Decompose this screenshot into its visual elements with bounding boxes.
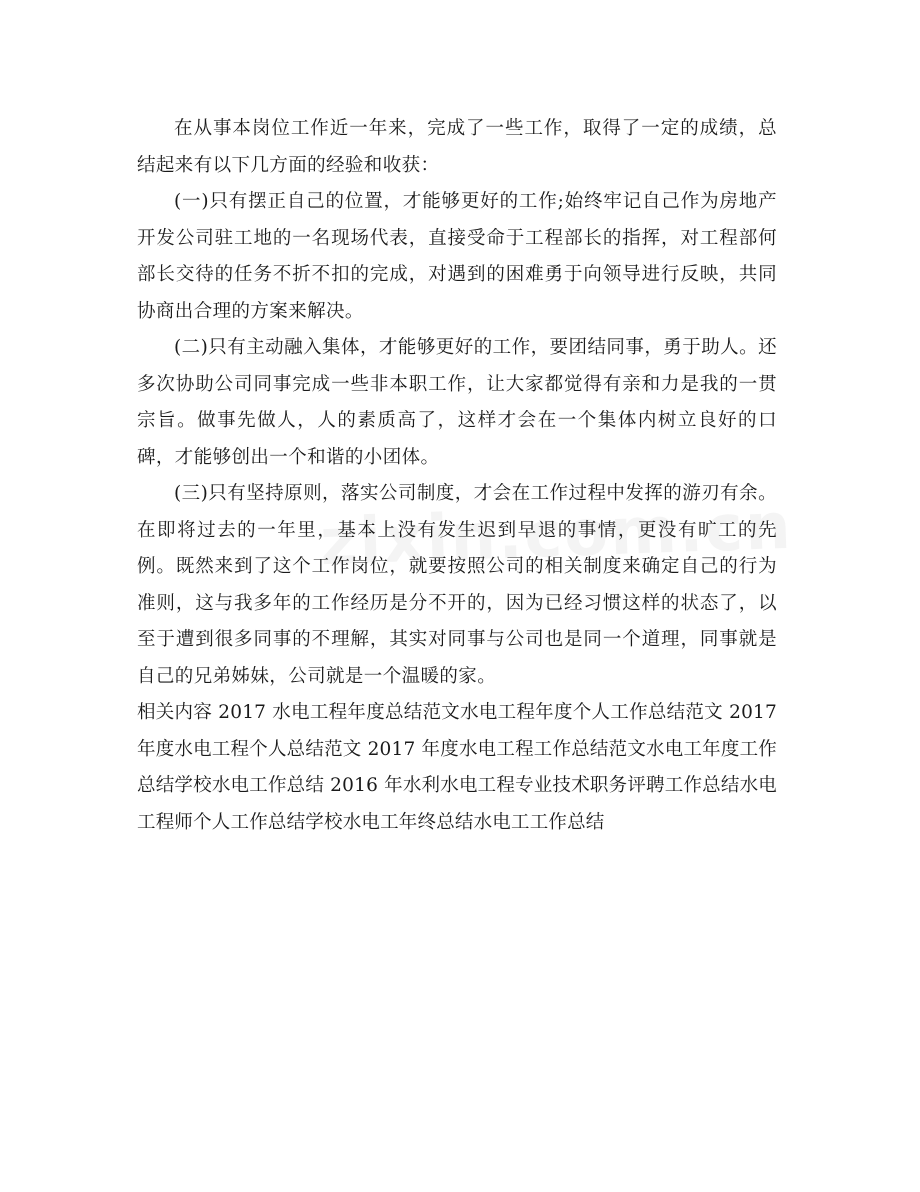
document-body xyxy=(137,111,777,841)
intro-paragraph: 在从事本岗位工作近一年来，完成了一些工作，取得了一定的成绩，总结起来有以下几方面的经验和收获： xyxy=(137,118,777,176)
point-three-paragraph: (三)只有坚持原则，落实公司制度，才会在工作过程中发挥的游刃有余。在即将过去的一年里，基本上没有发生迟到早退的事情，更没有旷工的先例。既然来到了这个工作岗位，就要按照公司的相关制度来确定自己的行为准则，这与我多年的工作经历是分不开的，因为已经习惯这样的状态了，以至于遭到很多同事的不理解，其实对同事与公司也是同一个道理，同事就是自己的兄弟姊妹，公司就是一个温暖的家。 xyxy=(137,483,777,687)
related-content: 相关内容 2017 水电工程年度总结范文水电工程年度个人工作总结范文 2017 年度水电工程个人总结范文 2017 年度水电工程工作总结范文水电工年度工作总结学校水电工作总结 2016 年水利水电工程专业技术职务评聘工作总结水电工程师个人工作总结学校水电工年终总结水电工工作总结 xyxy=(137,702,777,833)
point-two-paragraph: (二)只有主动融入集体，才能够更好的工作，要团结同事，勇于助人。还多次协助公司同事完成一些非本职工作，让大家都觉得有亲和力是我的一贯宗旨。做事先做人，人的素质高了，这样才会在一个集体内树立良好的口碑，才能够创出一个和谐的小团体。 xyxy=(137,337,777,468)
point-one-paragraph: (一)只有摆正自己的位置，才能够更好的工作;始终牢记自己作为房地产开发公司驻工地的一名现场代表，直接受命于工程部长的指挥，对工程部何部长交待的任务不折不扣的完成，对遇到的困难勇于向领导进行反映，共同协商出合理的方案来解决。 xyxy=(137,191,777,322)
